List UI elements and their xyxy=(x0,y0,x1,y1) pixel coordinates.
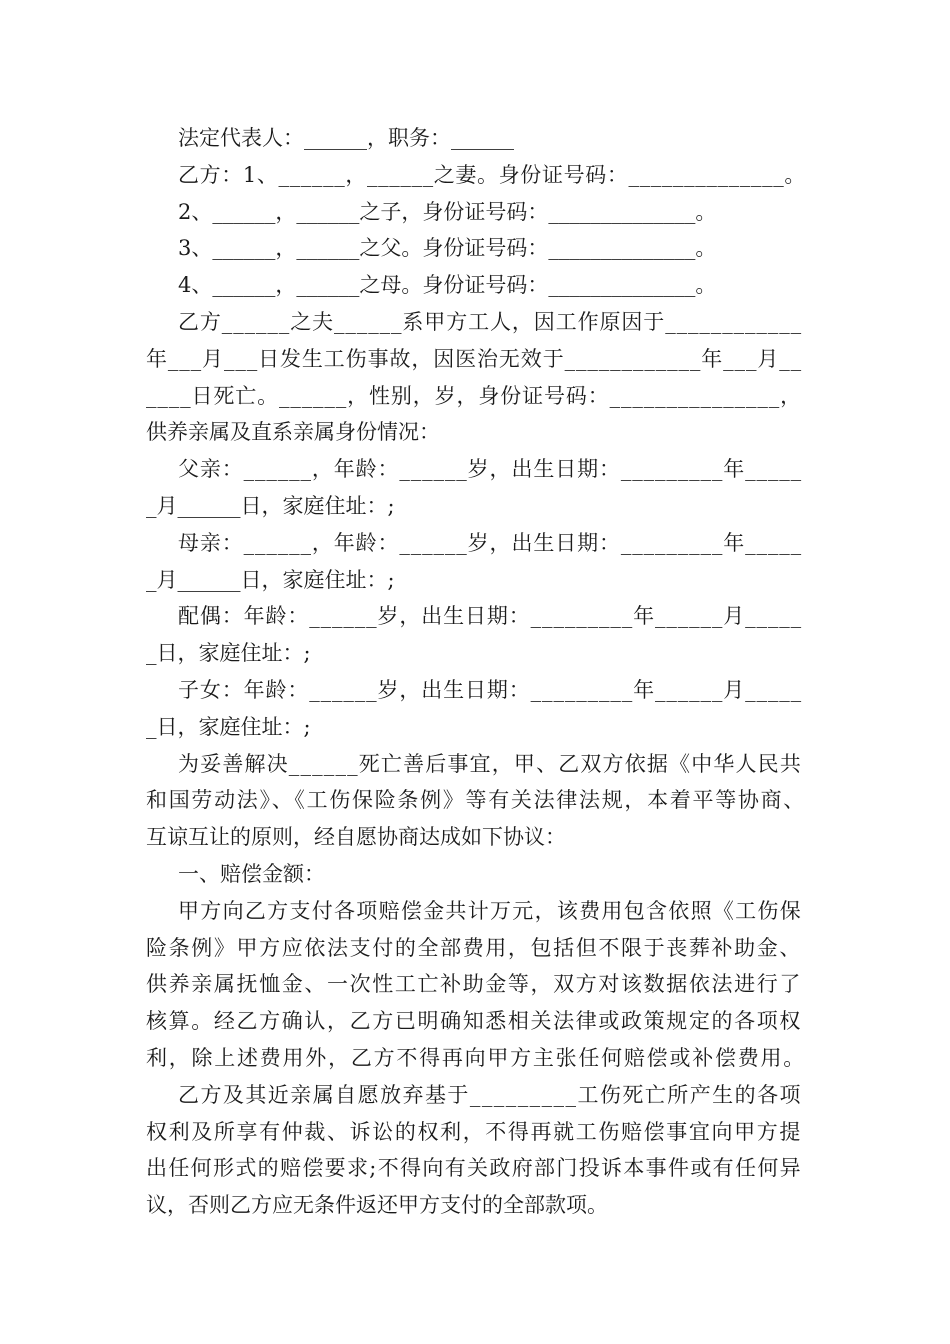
text-line: 3、______，______之父。身份证号码：______________。 xyxy=(178,236,717,260)
text-line: 乙方______之夫______系甲方工人，因工作原因于____________ xyxy=(178,310,802,334)
text-line: 4、______，______之母。身份证号码：______________。 xyxy=(178,273,717,297)
text-line: 出任何形式的赔偿要求;不得向有关政府部门投诉本事件或有任何异 xyxy=(146,1156,802,1180)
text-line: 为妥善解决______死亡善后事宜，甲、乙双方依据《中华人民共 xyxy=(178,752,802,776)
text-line: 子女：年龄：______岁，出生日期：_________年______月_____ xyxy=(178,678,802,702)
text-line: 法定代表人：______，职务：______ xyxy=(178,126,514,150)
text-line: 甲方向乙方支付各项赔偿金共计万元，该费用包含依照《工伤保 xyxy=(178,899,802,923)
text-line: 乙方及其近亲属自愿放弃基于_________工伤死亡所产生的各项 xyxy=(178,1083,802,1107)
text-line: 议，否则乙方应无条件返还甲方支付的全部款项。 xyxy=(146,1193,608,1217)
text-line: _月______日，家庭住址：; xyxy=(146,494,395,518)
text-line: 年___月___日发生工伤事故，因医治无效于____________年___月__ xyxy=(146,347,802,371)
text-line: 乙方：1、______，______之妻。身份证号码：______________。 xyxy=(178,163,806,187)
text-line: _月______日，家庭住址：; xyxy=(146,568,395,592)
text-line: _日，家庭住址：; xyxy=(146,715,311,739)
text-line: ____日死亡。______，性别，岁，身份证号码：_______________， xyxy=(146,384,802,408)
text-line: 供养亲属及直系亲属身份情况： xyxy=(146,420,440,444)
text-line: 一、赔偿金额： xyxy=(178,862,325,886)
text-line: 父亲：______，年龄：______岁，出生日期：_________年_____ xyxy=(178,457,802,481)
text-line: 利，除上述费用外，乙方不得再向甲方主张任何赔偿或补偿费用。 xyxy=(146,1046,806,1070)
text-line: 核算。经乙方确认，乙方已明确知悉相关法律或政策规定的各项权 xyxy=(146,1009,802,1033)
text-line: 母亲：______，年龄：______岁，出生日期：_________年_____ xyxy=(178,531,802,555)
text-line: 险条例》甲方应依法支付的全部费用，包括但不限于丧葬补助金、 xyxy=(146,936,802,960)
text-line: 互谅互让的原则，经自愿协商达成如下协议： xyxy=(146,825,566,849)
text-line: 供养亲属抚恤金、一次性工亡补助金等，双方对该数据依法进行了 xyxy=(146,972,802,996)
text-line: _日，家庭住址：; xyxy=(146,641,311,665)
text-line: 和国劳动法》、《工伤保险条例》等有关法律法规，本着平等协商、 xyxy=(146,788,806,812)
text-line: 权利及所享有仲裁、诉讼的权利，不得再就工伤赔偿事宜向甲方提 xyxy=(146,1120,802,1144)
text-line: 配偶：年龄：______岁，出生日期：_________年______月_____ xyxy=(178,604,802,628)
text-line: 2、______，______之子，身份证号码：______________。 xyxy=(178,200,717,224)
